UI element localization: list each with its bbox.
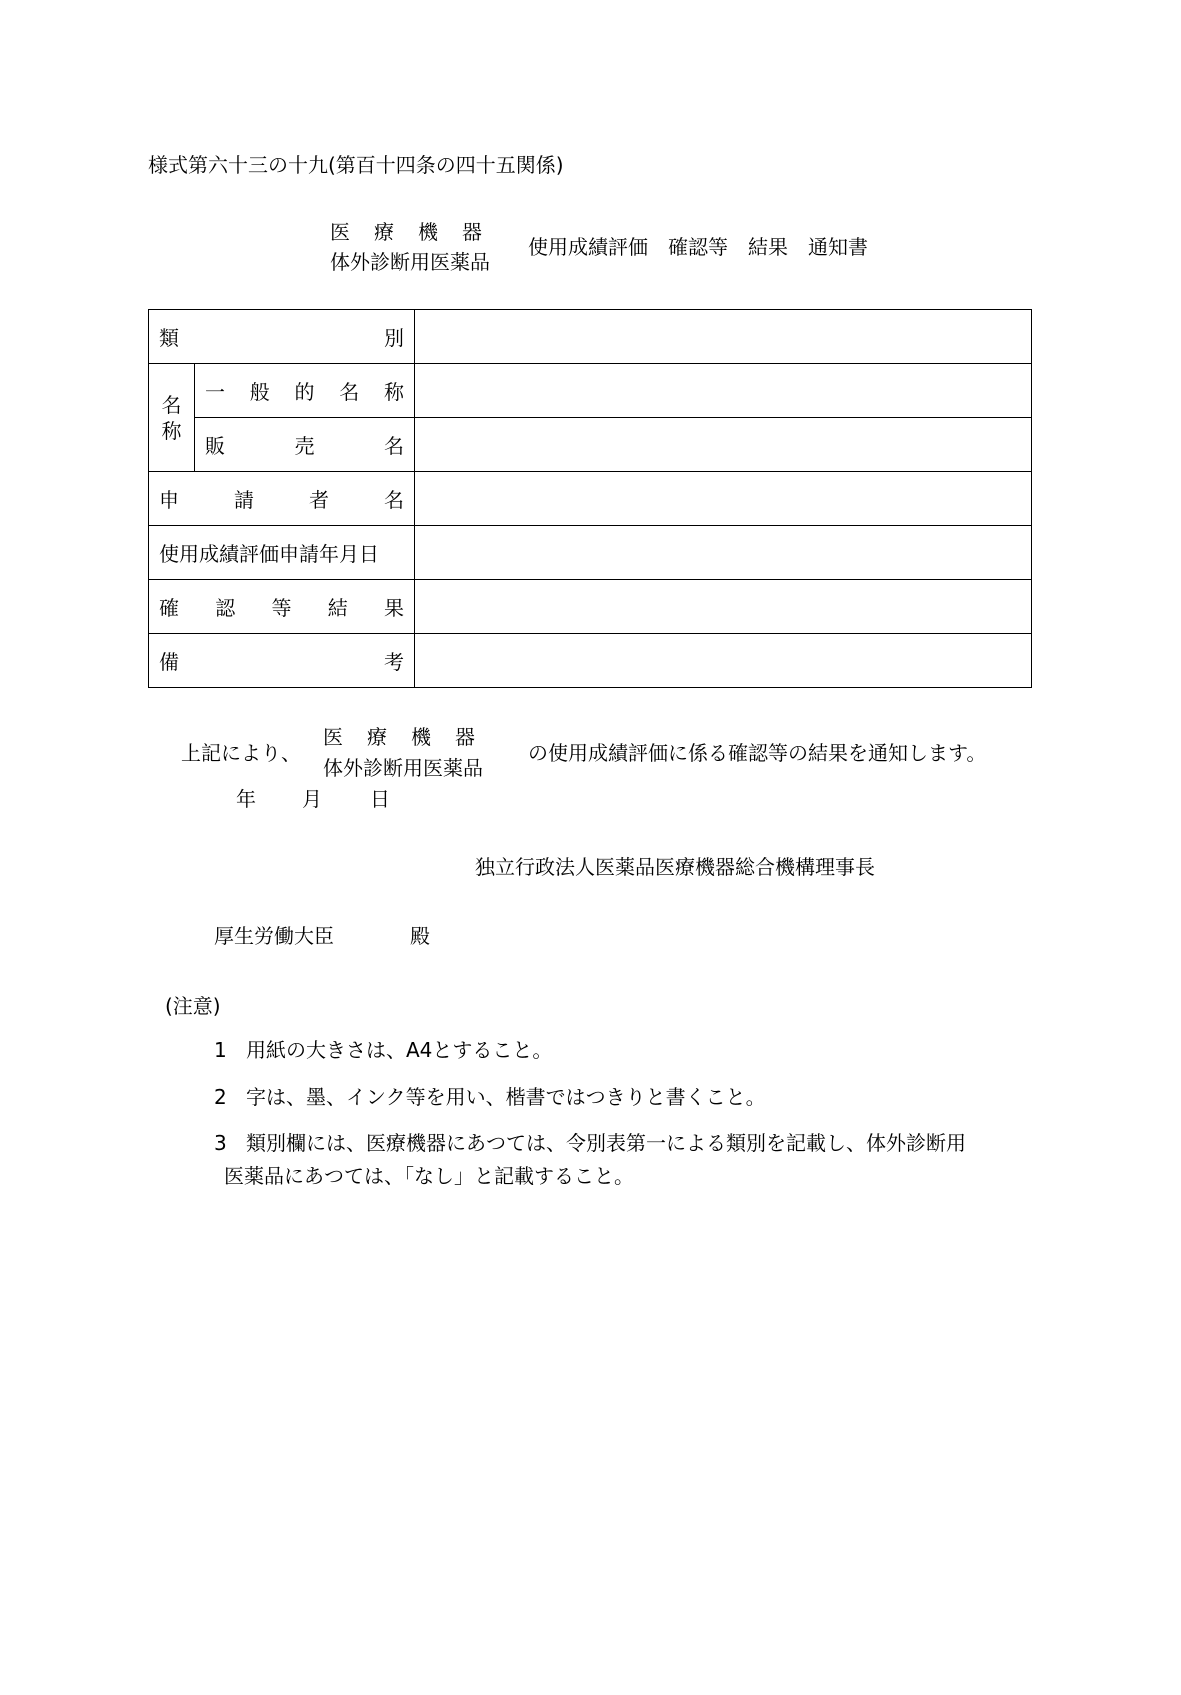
- row-label: 確認等結果: [159, 596, 404, 620]
- row-label: 一般的名称: [205, 380, 404, 404]
- note-text: 字は、墨、インク等を用い、楷書ではつきりと書くこと。: [246, 1085, 766, 1109]
- generic-name-value[interactable]: [415, 364, 1032, 418]
- addressee-name: 厚生労働大臣: [214, 924, 334, 948]
- notice-text: の使用成績評価に係る確認等の結果を通知します。: [528, 741, 987, 765]
- row-label: 類別: [159, 326, 404, 350]
- table-row: [149, 634, 1032, 688]
- heading-option-bottom: 体外診断用医薬品: [330, 250, 490, 274]
- info-table: [148, 309, 1032, 688]
- table-row: [149, 472, 1032, 526]
- notes-title: (注意): [165, 994, 221, 1018]
- note-text-continued: 医薬品にあつては、「なし」と記載すること。: [224, 1164, 634, 1188]
- issuer: 独立行政法人医薬品医療機器総合機構理事長: [475, 855, 875, 879]
- table-row: [149, 526, 1032, 580]
- row-label: 申請者名: [159, 488, 404, 512]
- notice-option-bottom: 体外診断用医薬品: [323, 756, 483, 780]
- notice-prefix: 上記により、: [181, 741, 301, 765]
- note-number: 3: [214, 1131, 227, 1155]
- note-text: 用紙の大きさは、A4とすること。: [246, 1038, 553, 1062]
- applicant-value[interactable]: [415, 472, 1032, 526]
- name-group-label: 名称: [161, 392, 182, 443]
- row-label: 使用成績評価申請年月日: [149, 526, 415, 580]
- table-row: [149, 418, 1032, 472]
- row-label: 販売名: [205, 434, 404, 458]
- date-month: 月: [302, 787, 322, 811]
- row-label: 備考: [159, 650, 404, 674]
- heading-title: 使用成績評価 確認等 結果 通知書: [528, 235, 868, 259]
- note-number: 1: [214, 1038, 227, 1062]
- table-row: [149, 580, 1032, 634]
- date-year: 年: [236, 787, 256, 811]
- notice-option-top: 医 療 機 器: [323, 725, 477, 749]
- table-row: [149, 364, 1032, 418]
- heading-option-top: 医 療 機 器: [330, 220, 484, 244]
- application-date-value[interactable]: [415, 526, 1032, 580]
- date-day: 日: [370, 787, 390, 811]
- note-number: 2: [214, 1085, 227, 1109]
- remarks-value[interactable]: [415, 634, 1032, 688]
- category-value[interactable]: [415, 310, 1032, 364]
- note-text: 類別欄には、医療機器にあつては、令別表第一による類別を記載し、体外診断用: [246, 1131, 966, 1155]
- table-row: [149, 310, 1032, 364]
- brand-name-value[interactable]: [415, 418, 1032, 472]
- result-value[interactable]: [415, 580, 1032, 634]
- form-number: 様式第六十三の十九(第百十四条の四十五関係): [148, 153, 564, 177]
- addressee-honorific: 殿: [410, 924, 430, 948]
